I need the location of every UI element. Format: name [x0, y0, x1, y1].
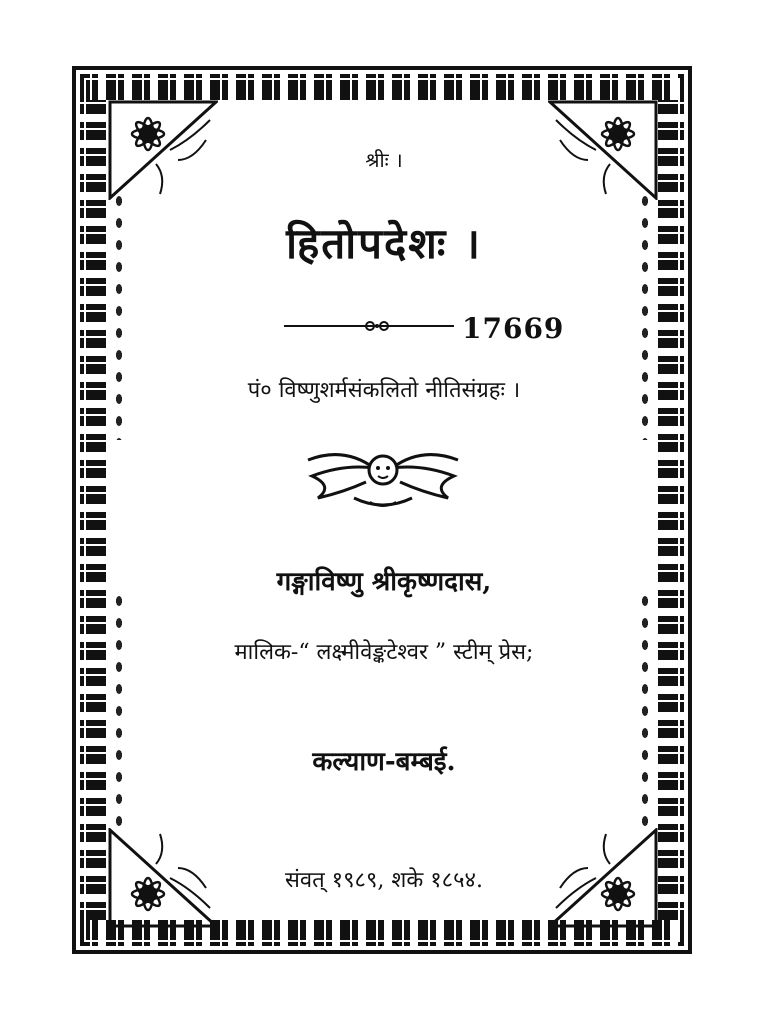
invocation: श्रीः । [365, 148, 403, 172]
press-owner-line: मालिक-“ लक्ष्मीवेङ्कटेश्वर ” स्टीम् प्रेस; [234, 640, 534, 665]
publisher-name: गङ्गाविष्णु श्रीकृष्णदास, [276, 567, 492, 597]
accession-rule [284, 312, 584, 345]
winged-cherub-icon [304, 446, 462, 510]
publication-date: संवत् १९८९, शके १८५४. [285, 868, 483, 893]
publication-place: कल्याण-बम्बई. [312, 747, 456, 777]
book-title: हितोपदेशः । [286, 219, 482, 268]
subtitle: पं० विष्णुशर्मसंकलितो नीतिसंग्रहः । [247, 378, 521, 403]
border-band-top [80, 74, 684, 100]
flourish-icon [364, 316, 390, 336]
leaf-vine-icon [638, 590, 652, 830]
accession-number: 17669 [462, 312, 565, 345]
leaf-vine-icon [112, 590, 126, 830]
